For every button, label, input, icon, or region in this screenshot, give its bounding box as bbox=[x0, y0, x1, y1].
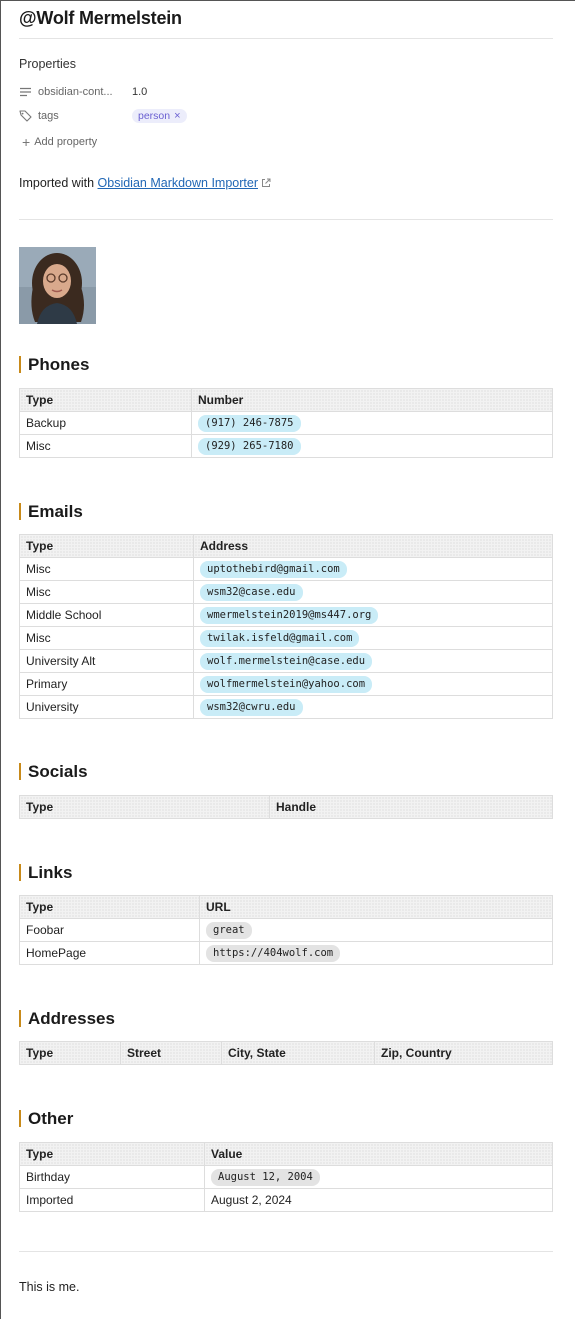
link-url[interactable]: great bbox=[206, 922, 252, 939]
tags-icon bbox=[19, 110, 32, 122]
other-type: Birthday bbox=[20, 1166, 205, 1189]
table-row bbox=[20, 558, 553, 581]
text-lines-icon bbox=[19, 87, 32, 97]
table-row bbox=[20, 919, 553, 942]
property-row bbox=[19, 106, 187, 126]
emails-heading: Emails bbox=[19, 503, 83, 520]
table-row bbox=[20, 627, 553, 650]
emails-table bbox=[19, 534, 553, 719]
property-row bbox=[19, 82, 147, 102]
column-header: Street bbox=[121, 1042, 222, 1065]
column-header: Zip, Country bbox=[375, 1042, 553, 1065]
properties-heading[interactable]: Properties bbox=[19, 57, 76, 71]
property-key[interactable] bbox=[19, 110, 132, 122]
link-type: Foobar bbox=[20, 919, 200, 942]
divider bbox=[19, 219, 553, 220]
column-header: City, State bbox=[222, 1042, 375, 1065]
table-row bbox=[20, 1189, 553, 1212]
imported-prefix: Imported with bbox=[19, 176, 98, 190]
phone-number[interactable]: (917) 246-7875 bbox=[198, 415, 301, 432]
socials-table bbox=[19, 795, 553, 819]
column-header: Value bbox=[205, 1143, 553, 1166]
other-table bbox=[19, 1142, 553, 1212]
column-header: Type bbox=[20, 389, 192, 412]
table-row bbox=[20, 581, 553, 604]
person-photo bbox=[19, 247, 96, 324]
addresses-heading: Addresses bbox=[19, 1010, 115, 1027]
socials-heading: Socials bbox=[19, 763, 88, 780]
phone-number[interactable]: (929) 265-7180 bbox=[198, 438, 301, 455]
table-row bbox=[20, 673, 553, 696]
other-value[interactable]: August 12, 2004 bbox=[211, 1169, 320, 1186]
divider bbox=[19, 38, 553, 39]
column-header: Type bbox=[20, 1042, 121, 1065]
property-key-label: obsidian-cont... bbox=[38, 86, 113, 98]
phone-type: Misc bbox=[20, 435, 192, 458]
property-key[interactable] bbox=[19, 86, 132, 98]
plus-icon: + bbox=[22, 134, 31, 150]
column-header: Type bbox=[20, 796, 270, 819]
email-address[interactable]: wsm32@case.edu bbox=[200, 584, 303, 601]
table-row bbox=[20, 435, 553, 458]
external-link-icon bbox=[261, 178, 271, 188]
email-type: University bbox=[20, 696, 194, 719]
page-title: @Wolf Mermelstein bbox=[19, 8, 182, 28]
column-header: URL bbox=[200, 896, 553, 919]
column-header: Type bbox=[20, 896, 200, 919]
phones-heading: Phones bbox=[19, 356, 89, 373]
column-header: Type bbox=[20, 535, 194, 558]
property-key-label: tags bbox=[38, 110, 59, 122]
add-property-label: Add property bbox=[34, 136, 98, 148]
tag-remove-icon[interactable]: × bbox=[174, 110, 181, 122]
table-row bbox=[20, 696, 553, 719]
divider bbox=[19, 1251, 553, 1252]
email-type: Middle School bbox=[20, 604, 194, 627]
email-type: University Alt bbox=[20, 650, 194, 673]
email-address[interactable]: wmermelstein2019@ms447.org bbox=[200, 607, 378, 624]
email-type: Primary bbox=[20, 673, 194, 696]
email-address[interactable]: wolfmermelstein@yahoo.com bbox=[200, 676, 372, 693]
addresses-table bbox=[19, 1041, 553, 1065]
other-type: Imported bbox=[20, 1189, 205, 1212]
imported-line bbox=[19, 176, 271, 190]
other-value: August 2, 2024 bbox=[205, 1189, 553, 1212]
links-table bbox=[19, 895, 553, 965]
link-url[interactable]: https://404wolf.com bbox=[206, 945, 340, 962]
table-row bbox=[20, 604, 553, 627]
table-row bbox=[20, 650, 553, 673]
table-row bbox=[20, 942, 553, 965]
email-type: Misc bbox=[20, 581, 194, 604]
property-value[interactable]: 1.0 bbox=[132, 86, 148, 98]
tag-label: person bbox=[138, 110, 171, 122]
column-header: Type bbox=[20, 1143, 205, 1166]
email-address[interactable]: uptothebird@gmail.com bbox=[200, 561, 347, 578]
email-address[interactable]: twilak.isfeld@gmail.com bbox=[200, 630, 359, 647]
note-body-text: This is me. bbox=[19, 1280, 80, 1294]
phones-table bbox=[19, 388, 553, 458]
links-heading: Links bbox=[19, 864, 72, 881]
phone-type: Backup bbox=[20, 412, 192, 435]
link-type: HomePage bbox=[20, 942, 200, 965]
avatar bbox=[19, 247, 96, 324]
column-header: Address bbox=[194, 535, 553, 558]
other-heading: Other bbox=[19, 1110, 73, 1127]
importer-link[interactable]: Obsidian Markdown Importer bbox=[97, 176, 258, 190]
table-row bbox=[20, 412, 553, 435]
add-property-button[interactable] bbox=[22, 135, 97, 149]
table-row bbox=[20, 1166, 553, 1189]
email-address[interactable]: wsm32@cwru.edu bbox=[200, 699, 303, 716]
column-header: Handle bbox=[270, 796, 553, 819]
email-address[interactable]: wolf.mermelstein@case.edu bbox=[200, 653, 372, 670]
email-type: Misc bbox=[20, 627, 194, 650]
email-type: Misc bbox=[20, 558, 194, 581]
tag-pill[interactable] bbox=[132, 109, 187, 123]
column-header: Number bbox=[192, 389, 553, 412]
